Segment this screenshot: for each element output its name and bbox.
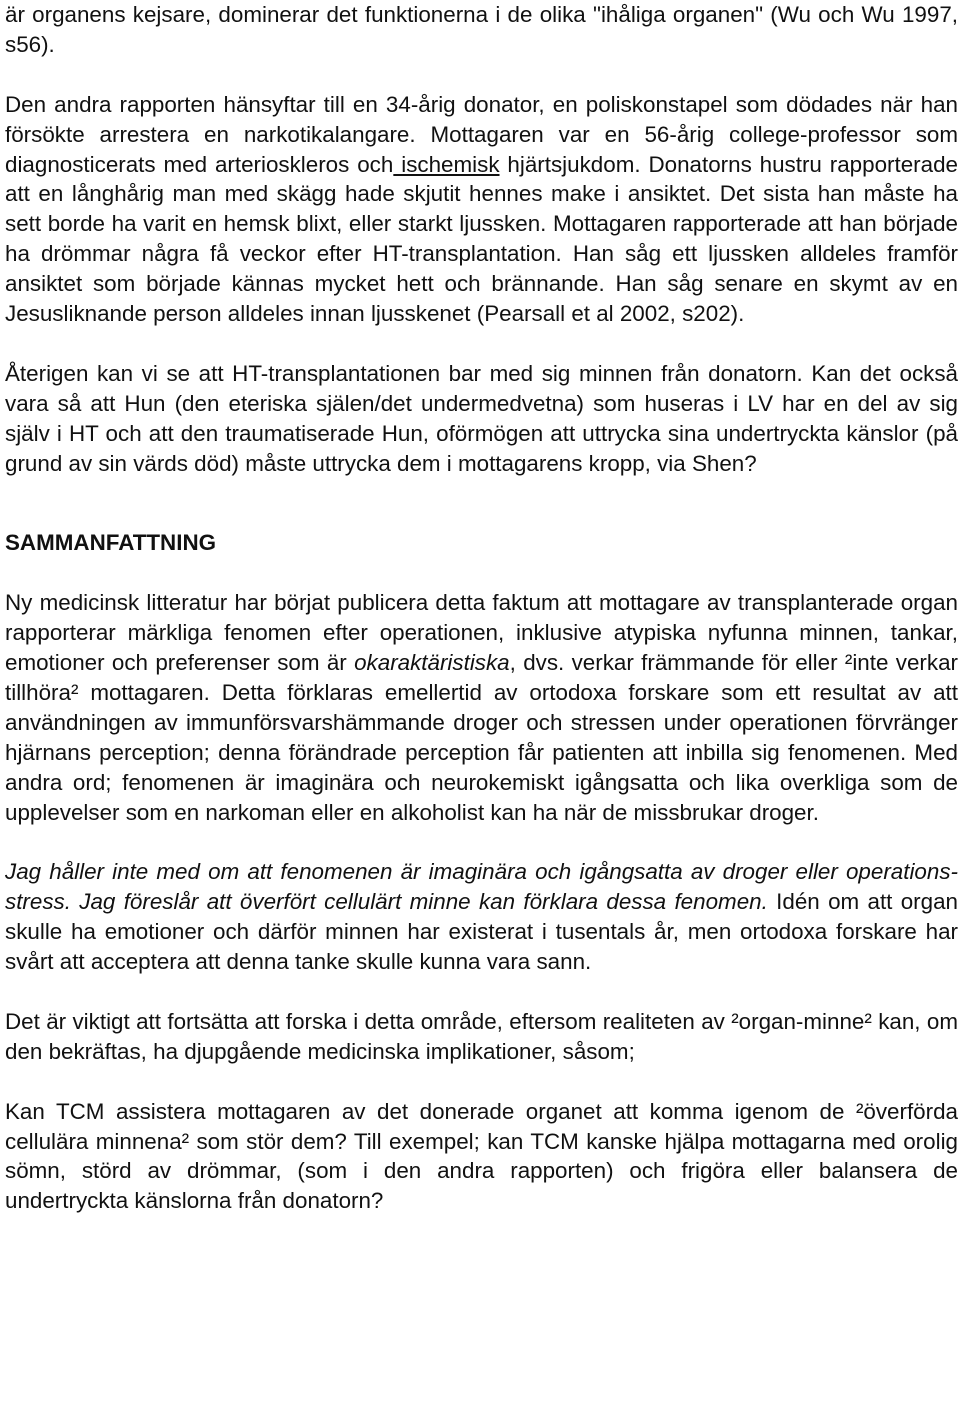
paragraph-second-report [5,90,958,329]
paragraph-text: Ny medicinsk litteratur har börjat publicera detta faktum att mottagare av transplanterade organ rapporterar märkliga fenomen efter operationen, inklusive atypiska nyfunna minnen, tankar, emotioner och preferenser som är [5,590,958,676]
paragraph-tcm-question: Kan TCM assistera mottagaren av det donerade organet att komma igenom de ²överförda cellulära minnena² som stör dem? Till exempel; kan TCM kanske hjälpa mottagarna med orolig sömn, störd av drömmar, (som i den andra rapporten) och frigöra eller balansera de undertryckta känslorna från donatorn? [5,1098,958,1214]
paragraph-author-view [5,857,958,977]
paragraph-text: Den andra rapporten hänsyftar till en 34-årig donator, en poliskonstapel som dödades när han försökte arrestera en narkotikalangare. Mottagaren var en 56-årig college-professor som diagnosticerats med arterioskleros och [5,91,958,177]
paragraph-spacer [5,60,958,90]
document-page [5,0,958,1216]
paragraph-spacer [5,329,958,359]
paragraph-continuation: är organens kejsare, dominerar det funktionerna i de olika "ihåliga organen" (Wu och Wu 1997, s56). [5,2,958,57]
paragraph-research: Det är viktigt att fortsätta att forska i detta område, eftersom realiteten av ²organ-minne² kan, om den bekräftas, ha djupgående medicinska implikationer, såsom; [5,1008,958,1064]
paragraph-spacer [5,1067,958,1097]
paragraph-text: Idén om att organ skulle ha emotioner och därför minnen har existerat i tusentals år, men ortodoxa forskare har svårt att acceptera att denna tanke skulle kunna vara sann. [5,889,958,975]
paragraph-spacer [5,828,958,858]
italic-text: Jag håller inte med om att fenomenen är imaginära och igångsatta av droger eller operations-stress. Jag föreslår att överfört cellulärt minne kan förklara dessa fenomen. [5,859,958,915]
paragraph-spacer [5,977,958,1007]
paragraph-text: hjärtsjukdom. Donatorns hustru rapporterade att en långhårig man med skägg hade skjutit hennes make i ansiktet. Det sista han måste ha sett borde ha varit en hemsk blixt, eller starkt ljussken. Mottagaren rapporterade att han började ha drömmar några få veckor efter HT-transplantation. Han såg ett ljussken alldeles framför ansiktet som började kännas mycket hett och brännande. Han såg senare en skymt av en Jesusliknande person alldeles innan ljusskenet (Pearsall et al 2002, s202). [5,151,958,327]
section-spacer [5,478,958,528]
underlined-text: ischemisk [393,151,500,177]
section-heading: SAMMANFATTNING [5,530,217,556]
paragraph-summary-intro [5,588,958,827]
italic-text: okaraktäristiska [354,650,510,676]
paragraph-text: , dvs. verkar främmande för eller ²inte verkar tillhöra² mottagaren. Detta förklaras emellertid av ortodoxa forskare som ett resultat av att användningen av immunförsvarshämmande droger och stressen under operationen förvränger hjärnans perception; denna förändrade perception får patienten att inbilla sig fenomenen. Med andra ord; fenomenen är imaginära och neurokemiskt igångsatta och lika overkliga som de upplevelser som en narkoman eller en alkoholist kan ha när de missbrukar droger. [5,650,958,825]
paragraph-spacer [5,558,958,588]
paragraph-reflection: Återigen kan vi se att HT-transplantationen bar med sig minnen från donatorn. Kan det också vara så att Hun (den eteriska själen/det undermedvetna) som huseras i LV har en del av sig själv i HT och att den traumatiserade Hun, oförmögen att uttrycka sina undertryckta känslor (på grund av sin värds död) måste uttrycka dem i mottagarens kropp, via Shen? [5,360,958,476]
